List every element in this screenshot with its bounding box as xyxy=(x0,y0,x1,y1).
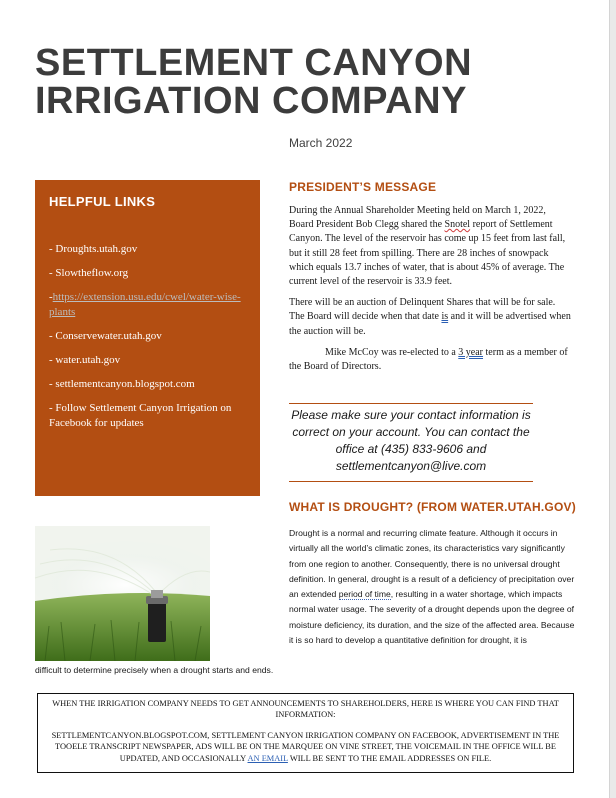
announcement-box xyxy=(37,693,574,773)
callout-bottom-rule xyxy=(289,481,533,482)
link-item[interactable]: - Conservewater.utah.gov xyxy=(49,330,162,342)
paragraph: There will be an auction of Delinquent Shares that will be for sale. The Board will decide when that date is and it will be advertised when the auction will be. xyxy=(289,297,571,337)
title-line-1: SETTLEMENT CANYON xyxy=(35,42,473,84)
link-prefix: - xyxy=(49,291,53,303)
title-line-2: IRRIGATION COMPANY xyxy=(35,80,467,122)
link-item[interactable] xyxy=(49,290,249,320)
drought-body: Drought is a normal and recurring climate feature. Although it occurs in virtually all the world’s climatic zones, its characteristics vary significantly from one region to another. Consequently, there is no universal drought definition. In general, drought is a result of a deficiency of precipitation over an extended period of time, resulting in a water shortage, which impacts normal water usage. The severity of a drought depends upon the degree of moisture deficiency, its duration, and the size of the affected area. Because it is so hard to develop a quantitative definition for drought, it is xyxy=(289,528,575,646)
page-edge xyxy=(609,0,616,798)
email-link-text: AN EMAIL xyxy=(247,753,288,763)
drought-body-tail: difficult to determine precisely when a drought starts and ends. xyxy=(35,665,274,675)
newsletter-title xyxy=(35,44,575,120)
link-item[interactable]: - Follow Settlement Canyon Irrigation on Facebook for updates xyxy=(49,402,232,429)
helpful-links-title: HELPFUL LINKS xyxy=(49,194,156,209)
paragraph: Mike McCoy was re-elected to a 3 year term as a member of the Board of Directors. xyxy=(289,346,568,373)
sprinkler-illustration xyxy=(35,526,210,661)
presidents-message-heading: PRESIDENT’S MESSAGE xyxy=(289,180,437,194)
link-item[interactable]: - Slowtheflow.org xyxy=(49,267,129,279)
callout-top-rule xyxy=(289,403,533,404)
announcement-intro: WHEN THE IRRIGATION COMPANY NEEDS TO GET ANNOUNCEMENTS TO SHAREHOLDERS, HERE IS WHERE YOU CAN FIND THAT INFORMATION: xyxy=(52,699,559,720)
sprinkler-photo xyxy=(35,526,210,661)
link-item[interactable]: - water.utah.gov xyxy=(49,354,121,366)
helpful-links-box xyxy=(35,180,260,496)
presidents-message-body xyxy=(289,204,571,381)
spellcheck-word: Snotel xyxy=(444,219,471,231)
grammar-flag-word: 3 year xyxy=(458,346,484,358)
drought-heading: WHAT IS DROUGHT? (FROM WATER.UTAH.GOV) xyxy=(289,500,576,514)
issue-date: March 2022 xyxy=(289,136,353,150)
grammar-flag-word: is xyxy=(441,311,449,323)
paragraph: During the Annual Shareholder Meeting held on March 1, 2022, Board President Bob Clegg shared the Snotel report of Settlement Canyon. The level of the reservoir has come up 15 feet from last fall, but it still 28 feet from spilling. There are 28 inches of snowpack which equals 13.7 inches of water, that is about 45% of average. The current level of the reservoir is 33.9 feet. xyxy=(289,205,566,288)
extension-usu-link[interactable]: https://extension.usu.edu/cwel/water-wise-plants xyxy=(49,291,241,318)
helpful-links-list xyxy=(49,242,249,440)
contact-callout: Please make sure your contact information is correct on your account. You can contact the office at (435) 833-9606 and settlementcanyon@live.com xyxy=(291,408,531,473)
link-item[interactable]: - settlementcanyon.blogspot.com xyxy=(49,378,195,390)
announcement-details: SETTLEMENTCANYON.BLOGSPOT.COM, SETTLEMENT CANYON IRRIGATION COMPANY ON FACEBOOK, ADVERTISEMENT IN THE TOOELE TRANSCRIPT NEWSPAPER, ADS WILL BE ON THE MARQUEE ON VINE STREET, THE VOICEMAIL IN THE OFFICE WILL BE UPDATED, AND OCCASIONALLY AN EMAIL WILL BE SENT TO THE EMAIL ADDRESSES ON FILE. xyxy=(51,730,560,763)
link-item[interactable]: - Droughts.utah.gov xyxy=(49,243,138,255)
grammar-flag-phrase: period of time xyxy=(338,589,391,600)
